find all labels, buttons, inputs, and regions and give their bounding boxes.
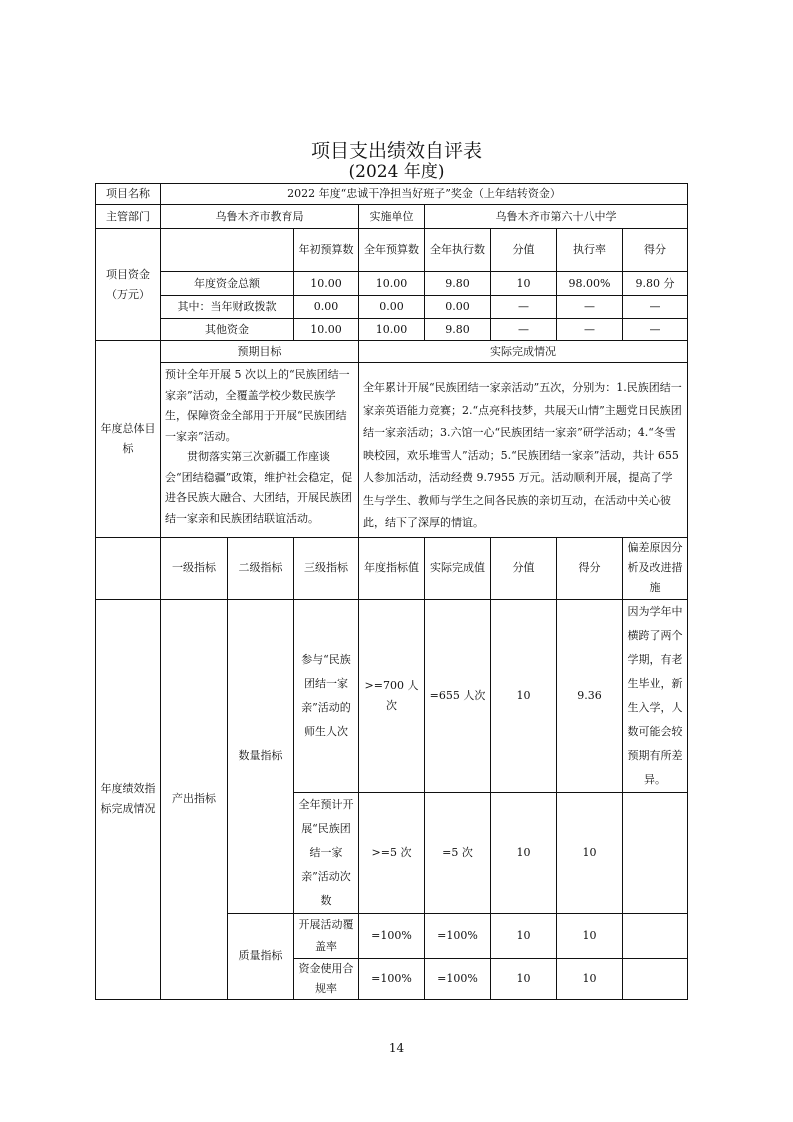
cell: — (623, 296, 688, 319)
header: 执行率 (557, 229, 623, 272)
cell: — (491, 319, 557, 341)
cell: 9.80 (425, 319, 491, 341)
cell: 10 (557, 958, 623, 999)
cell: 资金使用合规率 (294, 958, 359, 999)
cell: 因为学年中横跨了两个学期，有老生毕业，新生入学，人数可能会较预期有所差异。 (623, 599, 688, 792)
cell: 开展活动覆盖率 (294, 913, 359, 958)
cell: — (491, 296, 557, 319)
cell: 其中：当年财政拨款 (161, 296, 294, 319)
header: 分值 (491, 537, 557, 599)
level2: 质量指标 (228, 913, 294, 999)
header: 全年执行数 (425, 229, 491, 272)
blank (161, 229, 294, 272)
cell: 9.36 (557, 599, 623, 792)
cell: =100% (425, 913, 491, 958)
funds-row (96, 319, 688, 341)
cell: 10 (491, 272, 557, 296)
header: 得分 (623, 229, 688, 272)
cell: 9.80 分 (623, 272, 688, 296)
header: 二级指标 (228, 537, 294, 599)
expected-p2: 贯彻落实第三次新疆工作座谈会“团结稳疆”政策，维护社会稳定，促进各民族大融合、大团结，开展民族团结一家亲和民族团结联谊活动。 (165, 450, 353, 525)
cell: 参与“民族团结一家亲”活动的师生人次 (294, 599, 359, 792)
funds-header (96, 229, 688, 272)
expected-goal (161, 363, 359, 538)
cell: =655 人次 (425, 599, 491, 792)
cell: 10 (491, 599, 557, 792)
indicator-header (96, 537, 688, 599)
indicator-row (96, 599, 688, 792)
cell: 9.80 (425, 272, 491, 296)
header: 年初预算数 (294, 229, 359, 272)
level2: 数量指标 (228, 599, 294, 913)
performance-table (95, 183, 688, 1000)
header: 预期目标 (161, 341, 359, 363)
cell: =100% (359, 958, 425, 999)
row-dept (96, 205, 688, 229)
funds-label: 项目资金（万元） (96, 229, 161, 341)
cell (623, 792, 688, 913)
cell (623, 958, 688, 999)
header: 年度指标值 (359, 537, 425, 599)
actual-completion: 全年累计开展“民族团结一家亲活动”五次，分别为：1.民族团结一家亲英语能力竞赛；2.“点亮科技梦，共展天山情”主题党日民族团结一家亲活动；3.六馆一心“民族团结一家亲”研学活动；4.“冬雪映校园，欢乐堆雪人”活动；5.“民族团结一家亲”活动，共计 655 人参加活动，活动经费 9.7955 万元。活动顺利开展，提高了学生与学生、教师与学生之间各民族的亲切互动，在活动中关心彼此，结下了深厚的情谊。 (359, 363, 688, 538)
project-name: 2022 年度“忠诚干净担当好班子”奖金（上年结转资金） (161, 184, 688, 205)
label: 主管部门 (96, 205, 161, 229)
goals-label: 年度总体目标 (96, 341, 161, 538)
header: 全年预算数 (359, 229, 425, 272)
cell: =100% (425, 958, 491, 999)
cell: 10.00 (359, 319, 425, 341)
cell: — (557, 296, 623, 319)
header: 分值 (491, 229, 557, 272)
cell: 0.00 (425, 296, 491, 319)
level1: 产出指标 (161, 599, 228, 999)
funds-row (96, 296, 688, 319)
cell: >=5 次 (359, 792, 425, 913)
header: 一级指标 (161, 537, 228, 599)
funds-row (96, 272, 688, 296)
cell (623, 913, 688, 958)
cell: 全年预计开展“民族团结一家亲”活动次数 (294, 792, 359, 913)
cell: 其他资金 (161, 319, 294, 341)
goals-content (96, 363, 688, 538)
row-project-name (96, 184, 688, 205)
cell: 10 (557, 913, 623, 958)
header: 偏差原因分析及改进措施 (623, 537, 688, 599)
cell: — (623, 319, 688, 341)
cell: 98.00% (557, 272, 623, 296)
cell: 0.00 (294, 296, 359, 319)
header: 三级指标 (294, 537, 359, 599)
header: 实际完成情况 (359, 341, 688, 363)
dept: 乌鲁木齐市教育局 (161, 205, 359, 229)
cell: 10 (491, 913, 557, 958)
cell: 0.00 (359, 296, 425, 319)
page-title: 项目支出绩效自评表 (310, 140, 482, 162)
cell: 10.00 (294, 272, 359, 296)
header: 得分 (557, 537, 623, 599)
cell: 10.00 (359, 272, 425, 296)
cell: 10.00 (294, 319, 359, 341)
page-number: 14 (388, 1041, 405, 1055)
cell: >=700 人次 (359, 599, 425, 792)
indicators-label: 年度绩效指标完成情况 (96, 599, 161, 999)
cell: =5 次 (425, 792, 491, 913)
blank (96, 537, 161, 599)
cell: — (557, 319, 623, 341)
cell: 10 (491, 792, 557, 913)
label: 项目名称 (96, 184, 161, 205)
cell: 10 (557, 792, 623, 913)
cell: 年度资金总额 (161, 272, 294, 296)
cell: 10 (491, 958, 557, 999)
header: 实际完成值 (425, 537, 491, 599)
expected-p1: 预计全年开展 5 次以上的“民族团结一家亲”活动，全覆盖学校少数民族学生，保障资金全部用于开展“民族团结一家亲”活动。 (165, 368, 350, 443)
label: 实施单位 (359, 205, 425, 229)
goals-header (96, 341, 688, 363)
cell: =100% (359, 913, 425, 958)
page-subtitle: (2024 年度) (348, 162, 445, 182)
unit: 乌鲁木齐市第六十八中学 (425, 205, 688, 229)
